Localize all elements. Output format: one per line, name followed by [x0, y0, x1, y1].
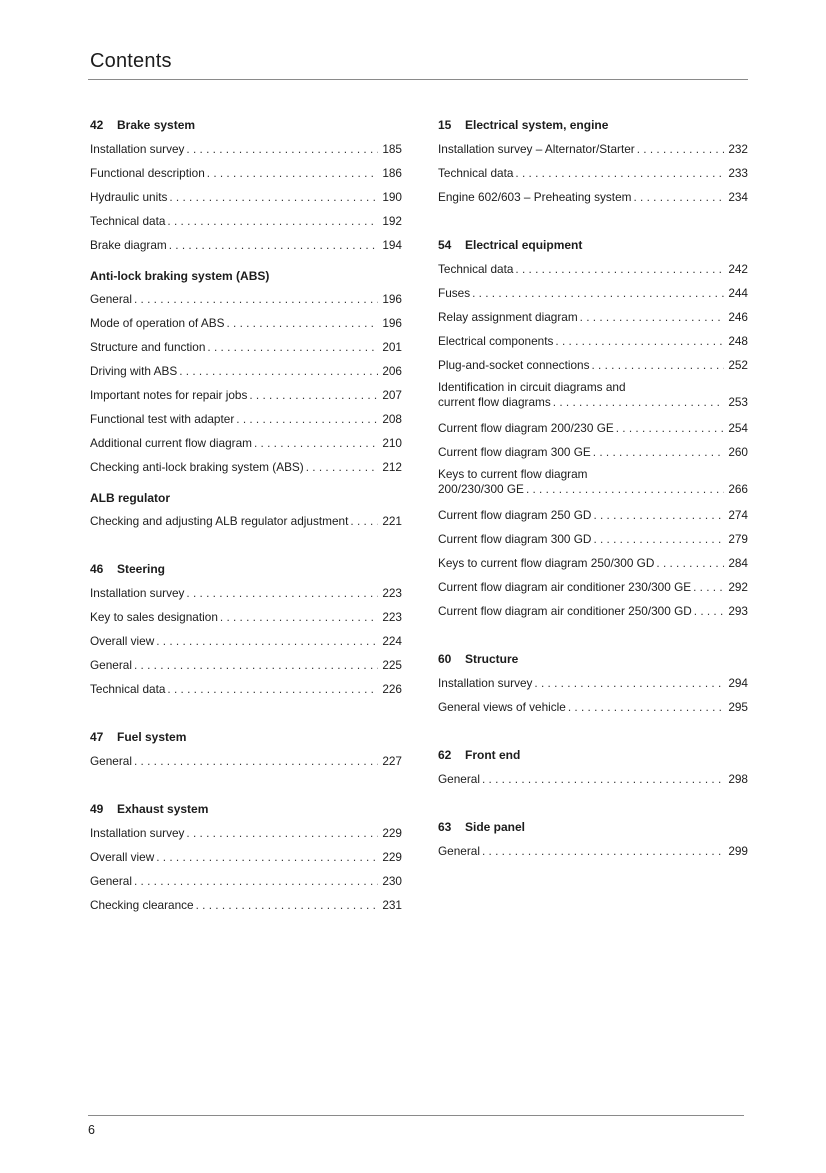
- toc-entry[interactable]: Technical data . . . 242: [438, 260, 748, 284]
- toc-entry[interactable]: Additional current flow diagram . . . 210: [90, 434, 402, 458]
- section-49: [90, 800, 402, 920]
- footer-rule: [88, 1115, 744, 1116]
- toc-entry[interactable]: Overall view . . . 229: [90, 848, 402, 872]
- left-column: [90, 116, 402, 920]
- toc-entry[interactable]: Keys to current flow diagram 200/230/300 GE . . . 266: [438, 467, 748, 506]
- toc-entry[interactable]: General views of vehicle . . . 295: [438, 698, 748, 722]
- toc-entry[interactable]: Installation survey . . . 229: [90, 824, 402, 848]
- toc-entry[interactable]: Mode of operation of ABS . . . 196: [90, 314, 402, 338]
- toc-entry[interactable]: Checking anti-lock braking system (ABS) . . . 212: [90, 458, 402, 482]
- section-54: [438, 236, 748, 626]
- toc-entry[interactable]: General . . . 298: [438, 770, 748, 794]
- subsection-heading: ALB regulator: [90, 491, 171, 505]
- toc-entry[interactable]: Plug-and-socket connections . . . 252: [438, 356, 748, 380]
- section-heading: 60 Structure: [438, 652, 519, 666]
- section-47: [90, 728, 402, 776]
- toc-entry[interactable]: General . . . 227: [90, 752, 402, 776]
- toc-entry[interactable]: Keys to current flow diagram 250/300 GD . . . 284: [438, 554, 748, 578]
- section-42: [90, 116, 402, 260]
- toc-entry[interactable]: Current flow diagram 200/230 GE . . . 254: [438, 419, 748, 443]
- toc-entry[interactable]: Current flow diagram air conditioner 230/300 GE . . . 292: [438, 578, 748, 602]
- toc-entry[interactable]: Installation survey – Alternator/Starter . . . 232: [438, 140, 748, 164]
- toc-entry[interactable]: Current flow diagram 250 GD . . . 274: [438, 506, 748, 530]
- toc-entry[interactable]: Hydraulic units . . . 190: [90, 188, 402, 212]
- section-heading: 63 Side panel: [438, 820, 526, 834]
- toc-entry[interactable]: Technical data . . . 233: [438, 164, 748, 188]
- toc-entry[interactable]: Brake diagram . . . 194: [90, 236, 402, 260]
- section-63: [438, 818, 748, 866]
- toc-entry[interactable]: Current flow diagram air conditioner 250/300 GD . . . 293: [438, 602, 748, 626]
- page-number: 6: [88, 1123, 95, 1137]
- toc-entry[interactable]: Overall view . . . 224: [90, 632, 402, 656]
- section-62: [438, 746, 748, 794]
- section-alb: [90, 488, 402, 536]
- section-heading: 62 Front end: [438, 748, 521, 762]
- section-15: [438, 116, 748, 212]
- page-title: Contents: [90, 50, 172, 72]
- toc-entry[interactable]: Important notes for repair jobs . . . 207: [90, 386, 402, 410]
- toc-entry[interactable]: Checking and adjusting ALB regulator adjustment . . . 221: [90, 512, 402, 536]
- toc-entry[interactable]: General . . . 230: [90, 872, 402, 896]
- right-column: [438, 116, 748, 866]
- toc-entry[interactable]: Current flow diagram 300 GE . . . 260: [438, 443, 748, 467]
- toc-entry[interactable]: Installation survey . . . 294: [438, 674, 748, 698]
- section-60: [438, 650, 748, 722]
- toc-entry[interactable]: Current flow diagram 300 GD . . . 279: [438, 530, 748, 554]
- section-46: [90, 560, 402, 704]
- section-heading: 15 Electrical system, engine: [438, 118, 609, 132]
- section-heading: 49 Exhaust system: [90, 802, 209, 816]
- section-abs: [90, 266, 402, 482]
- section-heading: 47 Fuel system: [90, 730, 187, 744]
- toc-entry[interactable]: General . . . 225: [90, 656, 402, 680]
- toc-entry[interactable]: Checking clearance . . . 231: [90, 896, 402, 920]
- toc-entry[interactable]: Installation survey . . . 223: [90, 584, 402, 608]
- section-heading: 46 Steering: [90, 562, 166, 576]
- section-heading: 42 Brake system: [90, 118, 196, 132]
- toc-entry[interactable]: Engine 602/603 – Preheating system . . . 234: [438, 188, 748, 212]
- toc-entry[interactable]: Functional description . . . 186: [90, 164, 402, 188]
- toc-entry[interactable]: Fuses . . . 244: [438, 284, 748, 308]
- toc-entry[interactable]: Electrical components . . . 248: [438, 332, 748, 356]
- toc-entry[interactable]: Technical data . . . 192: [90, 212, 402, 236]
- toc-entry[interactable]: General . . . 196: [90, 290, 402, 314]
- toc-entry[interactable]: Functional test with adapter . . . 208: [90, 410, 402, 434]
- toc-entry[interactable]: Technical data . . . 226: [90, 680, 402, 704]
- section-heading: 54 Electrical equipment: [438, 238, 583, 252]
- header-rule: [88, 79, 748, 80]
- toc-entry[interactable]: Driving with ABS . . . 206: [90, 362, 402, 386]
- toc-entry[interactable]: Key to sales designation . . . 223: [90, 608, 402, 632]
- toc-entry[interactable]: Installation survey . . . 185: [90, 140, 402, 164]
- toc-entry[interactable]: Relay assignment diagram . . . 246: [438, 308, 748, 332]
- subsection-heading: Anti-lock braking system (ABS): [90, 269, 270, 283]
- toc-entry[interactable]: Structure and function . . . 201: [90, 338, 402, 362]
- toc-entry[interactable]: Identification in circuit diagrams and current flow diagrams . . . 253: [438, 380, 748, 419]
- toc-entry[interactable]: General . . . 299: [438, 842, 748, 866]
